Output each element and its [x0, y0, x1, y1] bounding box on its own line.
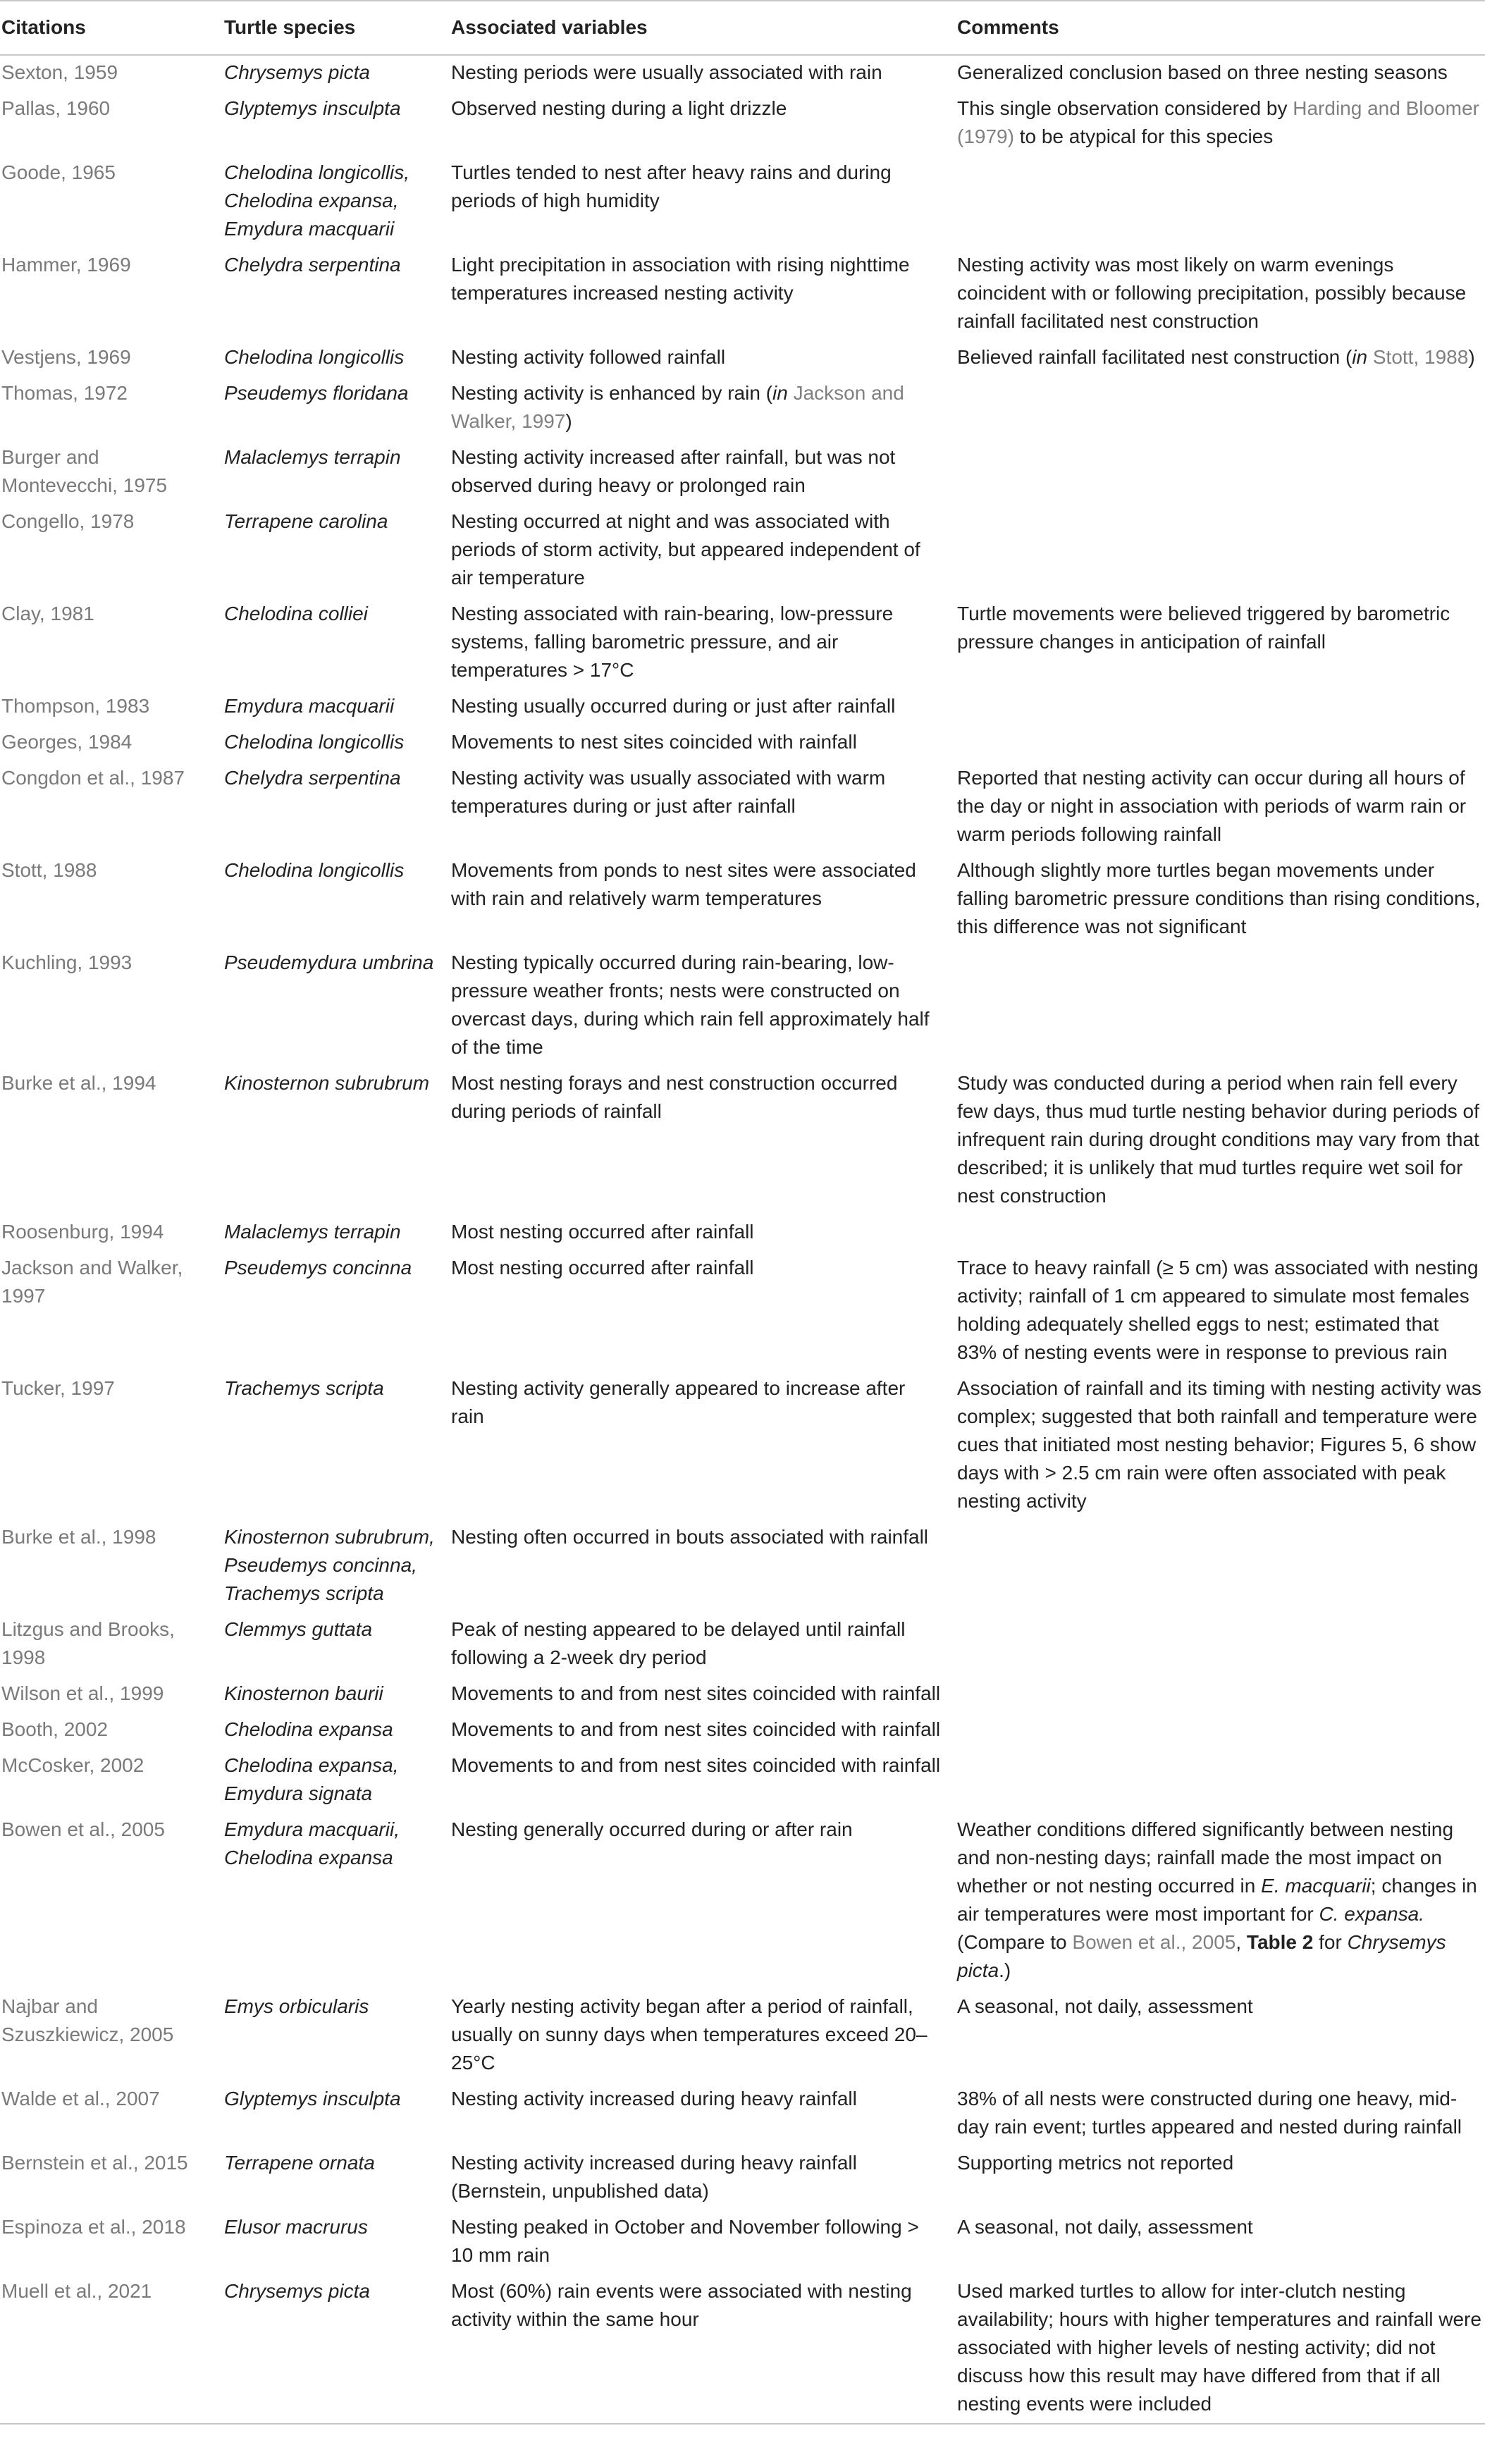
- table-row: [0, 725, 1485, 761]
- reference-link[interactable]: Jackson and Walker, 1997: [451, 382, 904, 432]
- text-segment: Trace to heavy rainfall (≥ 5 cm) was associated with nesting activity; rainfall of 1 cm appeared to simulate most females holding adequately shelled eggs to nest; estimated that 83% of nesting events were in response to previous rain: [957, 1257, 1479, 1363]
- comments-cell: [950, 1749, 1485, 1813]
- citation-cell[interactable]: Pallas, 1960: [1, 97, 111, 119]
- text-segment: (Compare to: [957, 1931, 1073, 1953]
- table-row: [0, 505, 1485, 597]
- table-row: [0, 1520, 1485, 1613]
- comments-cell: [950, 376, 1485, 441]
- column-header-associated-variables: Associated variables: [444, 1, 950, 55]
- citation-cell[interactable]: Vestjens, 1969: [1, 346, 131, 368]
- text-segment: Believed rainfall facilitated nest construction (: [957, 346, 1352, 368]
- variables-cell: Movements from ponds to nest sites were associated with rain and relatively warm temperatures: [451, 859, 916, 909]
- species-cell: Kinosternon baurii: [224, 1682, 383, 1704]
- variables-cell: Most nesting occurred after rainfall: [451, 1221, 754, 1243]
- variables-cell: Nesting activity was usually associated with warm temperatures during or just after rainfall: [451, 767, 886, 817]
- variables-cell: Nesting generally occurred during or after rain: [451, 1818, 853, 1840]
- citation-cell[interactable]: Espinoza et al., 2018: [1, 2216, 186, 2238]
- italic-text: E. macquarii: [1261, 1875, 1371, 1897]
- species-cell: Chelodina longicollis: [224, 731, 405, 753]
- table-row: [0, 1749, 1485, 1813]
- comments-cell: [950, 1713, 1485, 1749]
- species-cell: Trachemys scripta: [224, 1377, 384, 1399]
- comments-cell: [950, 1066, 1485, 1215]
- comments-cell: [950, 761, 1485, 854]
- table-row: [0, 376, 1485, 441]
- species-cell: Chelodina colliei: [224, 603, 368, 624]
- table-row: [0, 1215, 1485, 1251]
- variables-cell: Nesting often occurred in bouts associated with rainfall: [451, 1526, 929, 1548]
- variables-cell: Movements to nest sites coincided with rainfall: [451, 731, 857, 753]
- citation-cell[interactable]: McCosker, 2002: [1, 1754, 144, 1776]
- species-cell: Chelodina expansa: [224, 1718, 393, 1740]
- comments-cell: [950, 597, 1485, 689]
- citation-cell[interactable]: Hammer, 1969: [1, 254, 131, 276]
- comments-cell: [950, 2274, 1485, 2424]
- citation-cell[interactable]: Walde et al., 2007: [1, 2088, 160, 2109]
- variables-cell: Nesting activity generally appeared to increase after rain: [451, 1377, 906, 1427]
- citation-cell[interactable]: Congello, 1978: [1, 510, 135, 532]
- variables-cell: Movements to and from nest sites coincided with rainfall: [451, 1754, 941, 1776]
- variables-cell: Movements to and from nest sites coincided with rainfall: [451, 1718, 941, 1740]
- text-segment: for: [1313, 1931, 1348, 1953]
- table-row: [0, 1713, 1485, 1749]
- comments-cell: [950, 689, 1485, 725]
- text-segment: ): [1468, 346, 1475, 368]
- citation-cell[interactable]: Stott, 1988: [1, 859, 97, 881]
- table-row: [0, 761, 1485, 854]
- citation-cell[interactable]: Najbar and Szuszkiewicz, 2005: [1, 1995, 174, 2045]
- table-row: [0, 1372, 1485, 1520]
- comments-cell: [950, 1813, 1485, 1990]
- citation-cell[interactable]: Jackson and Walker, 1997: [1, 1257, 183, 1307]
- table-row: [0, 1613, 1485, 1677]
- reference-link[interactable]: Bowen et al., 2005: [1072, 1931, 1236, 1953]
- table-row: [0, 248, 1485, 340]
- bold-text: Table 2: [1246, 1931, 1314, 1953]
- table-row: [0, 1990, 1485, 2082]
- species-cell: Chelodina expansa, Emydura signata: [224, 1754, 399, 1804]
- text-segment: [1367, 346, 1373, 368]
- table-row: [0, 441, 1485, 505]
- table-row: [0, 2210, 1485, 2274]
- text-segment: .): [999, 1959, 1011, 1981]
- comments-cell: [950, 1613, 1485, 1677]
- variables-cell: Most nesting occurred after rainfall: [451, 1257, 754, 1279]
- species-cell: Emydura macquarii, Chelodina expansa: [224, 1818, 400, 1868]
- citation-cell[interactable]: Roosenburg, 1994: [1, 1221, 164, 1243]
- variables-cell: Nesting occurred at night and was associated with periods of storm activity, but appeared independent of air temperature: [451, 510, 920, 589]
- comments-cell: [950, 55, 1485, 92]
- citation-cell[interactable]: Burke et al., 1998: [1, 1526, 156, 1548]
- table-row: [0, 156, 1485, 248]
- comments-cell: [950, 725, 1485, 761]
- comments-cell: [950, 1215, 1485, 1251]
- variables-cell: Nesting activity increased after rainfall, but was not observed during heavy or prolonged rain: [451, 446, 896, 496]
- text-segment: Supporting metrics not reported: [957, 2152, 1234, 2174]
- text-segment: [788, 382, 794, 404]
- citation-cell[interactable]: Booth, 2002: [1, 1718, 109, 1740]
- variables-cell: Nesting activity increased during heavy rainfall: [451, 2088, 857, 2109]
- text-segment: Reported that nesting activity can occur during all hours of the day or night in association with periods of warm rain or warm periods following rainfall: [957, 767, 1467, 845]
- comments-cell: [950, 2082, 1485, 2146]
- table-row: [0, 1677, 1485, 1713]
- text-segment: Used marked turtles to allow for inter-clutch nesting availability; hours with higher temperatures and rainfall were associated with higher levels of nesting activity; did not discuss how this result may have differed from that if all nesting events were included: [957, 2280, 1481, 2415]
- variables-cell: Nesting activity followed rainfall: [451, 346, 726, 368]
- species-cell: Terrapene carolina: [224, 510, 388, 532]
- citation-cell[interactable]: Bowen et al., 2005: [1, 1818, 165, 1840]
- comments-cell: [950, 854, 1485, 946]
- species-cell: Chelodina longicollis, Chelodina expansa, Emydura macquarii: [224, 161, 410, 240]
- italic-text: in: [1352, 346, 1368, 368]
- variables-cell: Yearly nesting activity began after a period of rainfall, usually on sunny days when temperatures exceed 20–25°C: [451, 1995, 928, 2074]
- text-segment: A seasonal, not daily, assessment: [957, 2216, 1253, 2238]
- table-row: [0, 854, 1485, 946]
- citation-cell[interactable]: Burger and Montevecchi, 1975: [1, 446, 168, 496]
- reference-link[interactable]: Harding and Bloomer (1979): [957, 97, 1479, 147]
- text-segment: Generalized conclusion based on three nesting seasons: [957, 61, 1448, 83]
- table-row: [0, 689, 1485, 725]
- species-cell: Malaclemys terrapin: [224, 1221, 401, 1243]
- column-header-comments: Comments: [950, 1, 1485, 55]
- citation-cell[interactable]: Litzgus and Brooks, 1998: [1, 1618, 175, 1668]
- text-segment: to be atypical for this species: [1013, 125, 1274, 147]
- variables-cell: Light precipitation in association with rising nighttime temperatures increased nesting activity: [451, 254, 910, 304]
- species-cell: Chrysemys picta: [224, 61, 370, 83]
- citation-cell[interactable]: Congdon et al., 1987: [1, 767, 185, 789]
- text-segment: ): [565, 410, 572, 432]
- table-row: [0, 1813, 1485, 1990]
- table-row: [0, 92, 1485, 156]
- variables-cell: Nesting usually occurred during or just after rainfall: [451, 695, 896, 717]
- variables-cell: Most (60%) rain events were associated with nesting activity within the same hour: [444, 2274, 950, 2424]
- italic-text: C. expansa.: [1319, 1903, 1424, 1925]
- text-segment: Although slightly more turtles began movements under falling barometric pressure conditions than rising conditions, this difference was not significant: [957, 859, 1481, 937]
- variables-cell: Nesting activity increased during heavy rainfall (Bernstein, unpublished data): [451, 2152, 857, 2202]
- text-segment: Turtle movements were believed triggered by barometric pressure changes in anticipation of rainfall: [957, 603, 1450, 653]
- reference-link[interactable]: Stott, 1988: [1372, 346, 1469, 368]
- citation-cell[interactable]: Clay, 1981: [1, 603, 94, 624]
- citation-cell[interactable]: Tucker, 1997: [1, 1377, 115, 1399]
- species-cell: Chelydra serpentina: [224, 767, 401, 789]
- variables-cell: Nesting associated with rain-bearing, low-pressure systems, falling barometric pressure, and air temperatures > 17°C: [451, 603, 894, 681]
- citation-cell[interactable]: Kuchling, 1993: [1, 951, 133, 973]
- species-cell: Emydura macquarii: [224, 695, 395, 717]
- column-header-turtle-species: Turtle species: [218, 1, 444, 55]
- variables-cell: Nesting typically occurred during rain-bearing, low-pressure weather fronts; nests were constructed on overcast days, during which rain fell approximately half of the time: [451, 951, 930, 1058]
- citation-cell[interactable]: Georges, 1984: [1, 731, 133, 753]
- comments-cell: [950, 156, 1485, 248]
- table-row: [0, 597, 1485, 689]
- italic-text: in: [772, 382, 788, 404]
- table-row: [0, 946, 1485, 1066]
- comments-cell: [950, 1372, 1485, 1520]
- variables-cell: Peak of nesting appeared to be delayed until rainfall following a 2-week dry period: [451, 1618, 906, 1668]
- table-row: [0, 2146, 1485, 2210]
- text-segment: Study was conducted during a period when rain fell every few days, thus mud turtle nesting behavior during periods of infrequent rain during drought conditions may vary from that described; it is unlikely that mud turtles require wet soil for nest construction: [957, 1072, 1479, 1207]
- table-row: [0, 2274, 1485, 2424]
- comments-cell: [950, 92, 1485, 156]
- comments-cell: [950, 1520, 1485, 1613]
- variables-cell: [444, 376, 950, 441]
- text-segment: Weather conditions differed significantly between nesting and non-nesting days; rainfall made the most impact on whether or not nesting occurred in: [957, 1818, 1454, 1897]
- citation-cell[interactable]: Bernstein et al., 2015: [1, 2152, 188, 2174]
- citation-cell[interactable]: Sexton, 1959: [1, 61, 118, 83]
- species-cell: Terrapene ornata: [224, 2152, 375, 2174]
- variables-cell: Movements to and from nest sites coincided with rainfall: [451, 1682, 941, 1704]
- comments-cell: [950, 1677, 1485, 1713]
- comments-cell: [950, 946, 1485, 1066]
- citation-cell[interactable]: Thomas, 1972: [1, 382, 128, 404]
- comments-cell: [950, 1990, 1485, 2082]
- text-segment: ; changes in air temperatures were most important for: [957, 1875, 1477, 1925]
- species-cell: Pseudemys floridana: [224, 382, 409, 404]
- table-row: [0, 1066, 1485, 1215]
- comments-cell: [950, 441, 1485, 505]
- table-row: [0, 55, 1485, 92]
- citation-cell[interactable]: Thompson, 1983: [1, 695, 150, 717]
- species-cell: Chelodina longicollis: [224, 859, 405, 881]
- species-cell: Kinosternon subrubrum, Pseudemys concinna, Trachemys scripta: [224, 1526, 435, 1604]
- species-cell: Elusor macrurus: [224, 2216, 368, 2238]
- variables-cell: Turtles tended to nest after heavy rains and during periods of high humidity: [451, 161, 892, 211]
- comments-cell: [950, 2146, 1485, 2210]
- table-row: [0, 340, 1485, 376]
- comments-cell: [950, 2210, 1485, 2274]
- comments-cell: [950, 505, 1485, 597]
- variables-cell: Most nesting forays and nest construction occurred during periods of rainfall: [451, 1072, 898, 1122]
- text-segment: Nesting activity is enhanced by rain (: [451, 382, 772, 404]
- comments-cell: [950, 248, 1485, 340]
- text-segment: Nesting activity was most likely on warm evenings coincident with or following precipitation, possibly because rainfall facilitated nest construction: [957, 254, 1467, 332]
- species-cell: Malaclemys terrapin: [224, 446, 401, 468]
- citation-cell[interactable]: Burke et al., 1994: [1, 1072, 156, 1094]
- species-cell: Glyptemys insculpta: [224, 97, 401, 119]
- species-cell: Glyptemys insculpta: [224, 2088, 401, 2109]
- table-body: [0, 55, 1485, 2424]
- species-cell: Pseudemys concinna: [224, 1257, 412, 1279]
- table-row: [0, 1251, 1485, 1372]
- species-cell: Chrysemys picta: [218, 2274, 444, 2424]
- variables-cell: Nesting periods were usually associated with rain: [451, 61, 882, 83]
- citation-cell[interactable]: Muell et al., 2021: [0, 2274, 218, 2424]
- species-cell: Chelodina longicollis: [224, 346, 405, 368]
- text-segment: This single observation considered by: [957, 97, 1293, 119]
- species-cell: Chelydra serpentina: [224, 254, 401, 276]
- header-row: [0, 1, 1485, 55]
- species-cell: Kinosternon subrubrum: [224, 1072, 430, 1094]
- species-cell: Clemmys guttata: [224, 1618, 373, 1640]
- species-cell: Pseudemydura umbrina: [224, 951, 434, 973]
- text-segment: Association of rainfall and its timing with nesting activity was complex; suggested that both rainfall and temperature were cues that initiated most nesting behavior; Figures 5, 6 show days with > 2.5 cm rain were often associated with peak nesting activity: [957, 1377, 1481, 1512]
- variables-cell: Nesting peaked in October and November following > 10 mm rain: [451, 2216, 919, 2266]
- species-cell: Emys orbicularis: [224, 1995, 369, 2017]
- variables-cell: Observed nesting during a light drizzle: [451, 97, 787, 119]
- text-segment: A seasonal, not daily, assessment: [957, 1995, 1253, 2017]
- text-segment: 38% of all nests were constructed during one heavy, mid-day rain event; turtles appeared and nested during rainfall: [957, 2088, 1462, 2138]
- comments-cell: [950, 340, 1485, 376]
- text-segment: ,: [1236, 1931, 1247, 1953]
- comments-cell: [950, 1251, 1485, 1372]
- column-header-citations: Citations: [0, 1, 218, 55]
- citation-cell[interactable]: Goode, 1965: [1, 161, 116, 183]
- italic-text: Chrysemys picta: [957, 1931, 1446, 1981]
- citation-cell[interactable]: Wilson et al., 1999: [1, 1682, 164, 1704]
- table-row: [0, 2082, 1485, 2146]
